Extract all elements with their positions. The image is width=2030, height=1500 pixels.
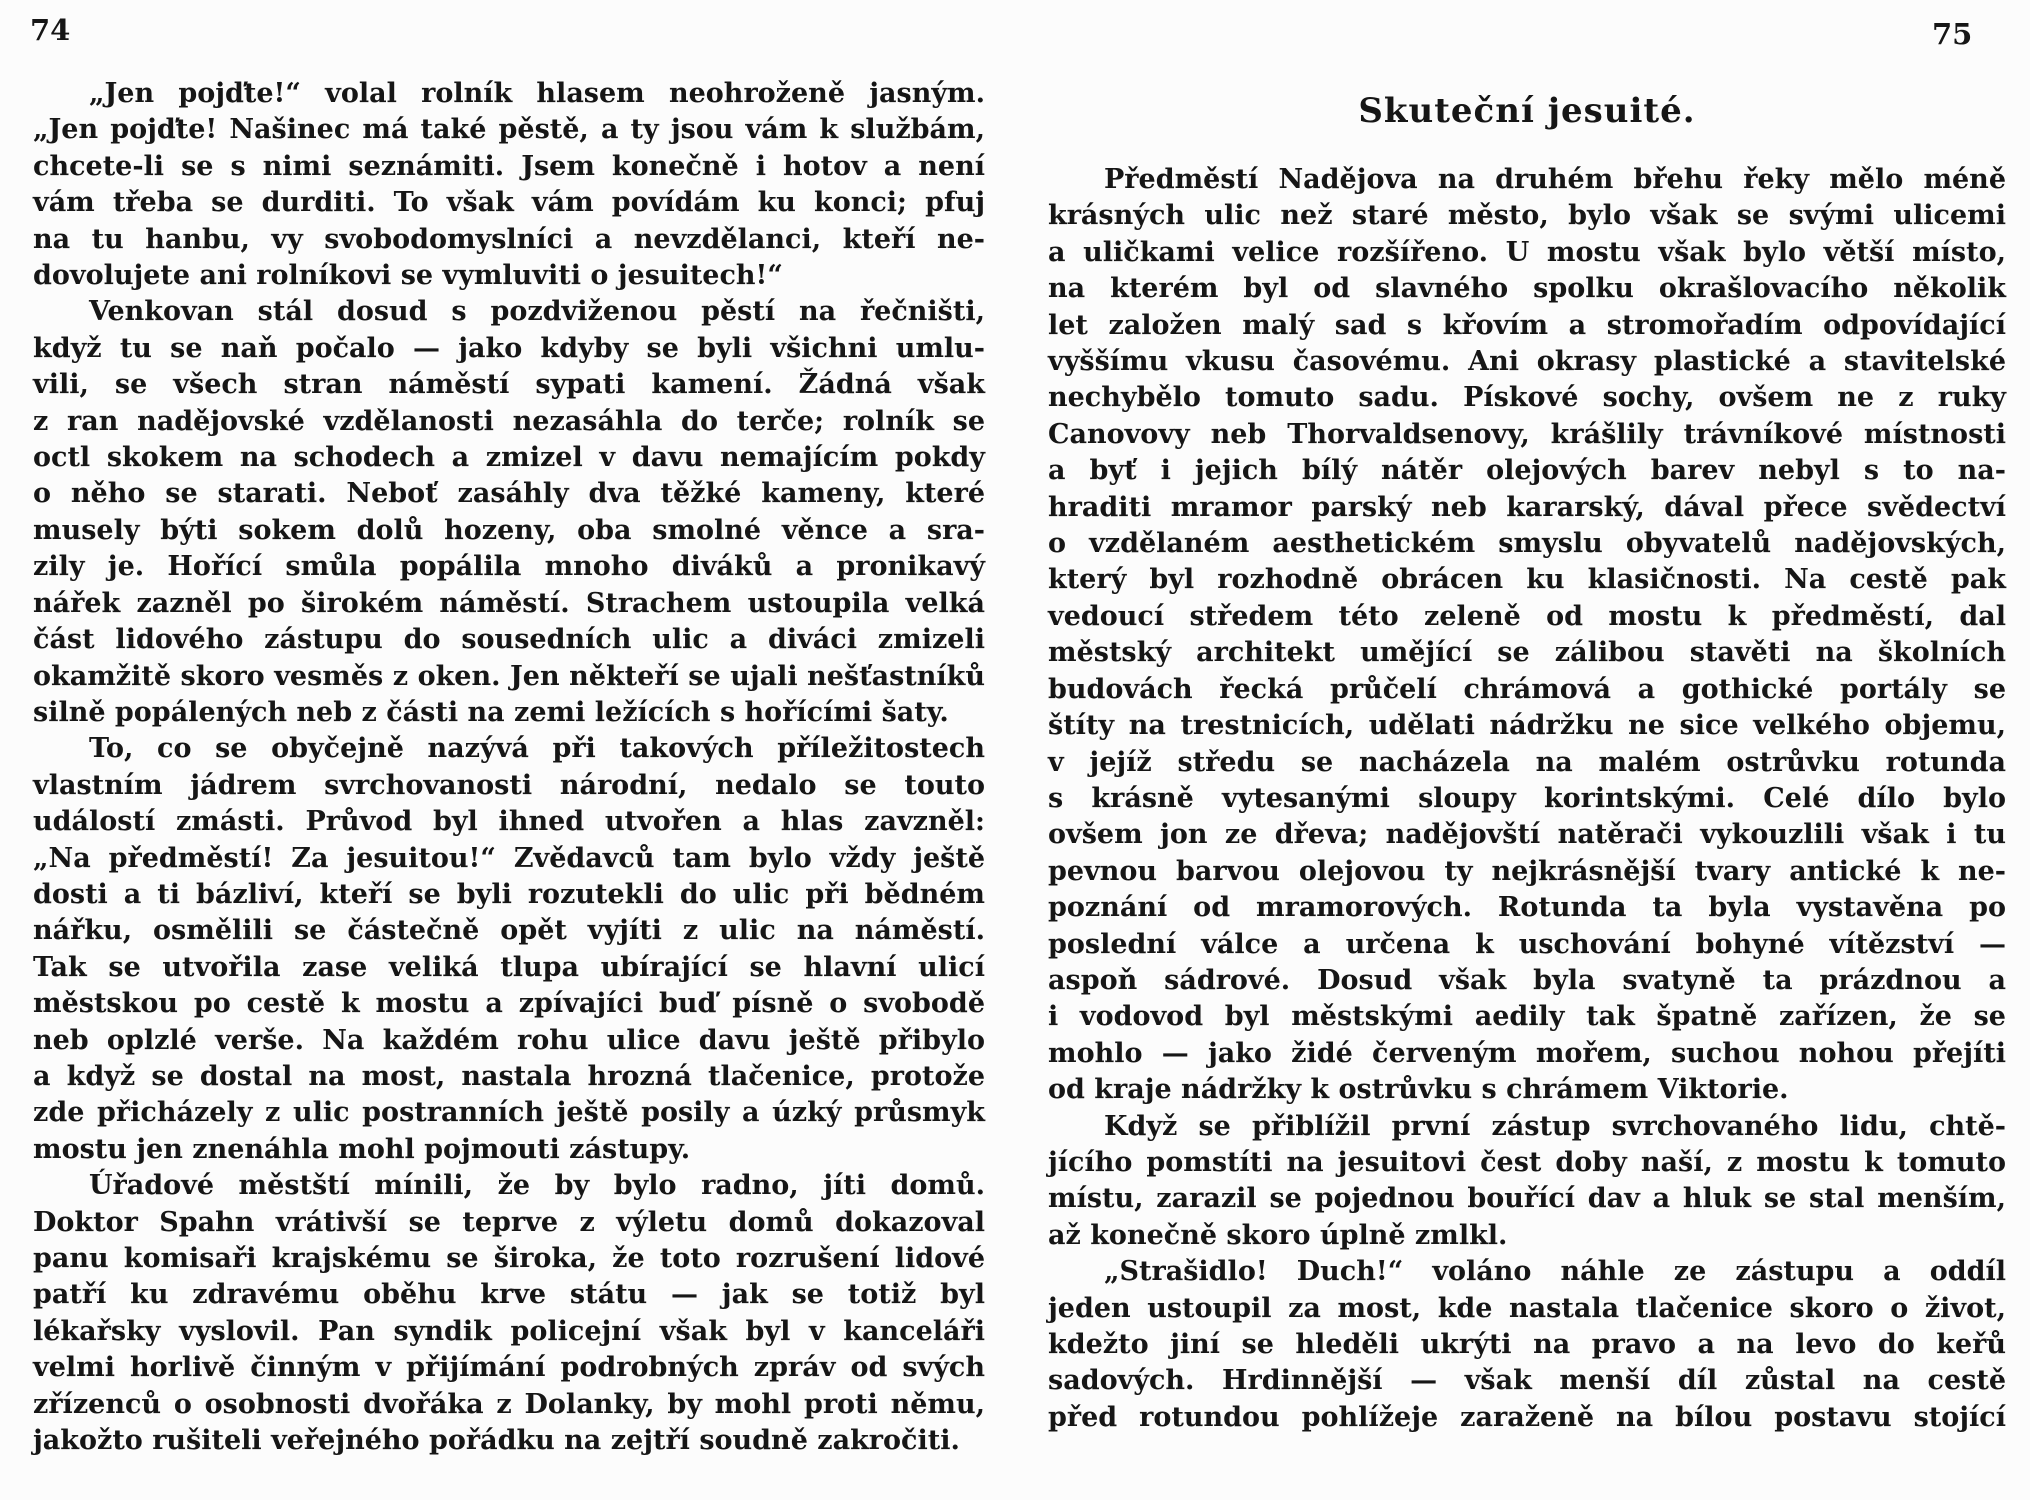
paragraph [33,731,985,1168]
text-line: lékařsky vyslovil. Pan syndik policejní však byl v kanceláři [33,1315,985,1347]
text-line: nářku, osmělili se částečně opět vyjíti z ulic na náměstí. [33,915,985,947]
page-75-text-column [1048,76,2006,1436]
text-line: a když se dostal na most, nastala hrozná tlačenice, protože [33,1060,985,1092]
text-line: jakožto rušiteli veřejného pořádku na zejtří soudně zakročiti. [33,1425,960,1457]
paragraph [1048,162,2006,1109]
paragraph [1048,1109,2006,1255]
text-line: zde přicházely z ulic postranních ještě posily a úzký průsmyk [33,1097,985,1129]
text-line: „Jen pojďte! Našinec má také pěstě, a ty jsou vám k službám, [33,114,985,146]
text-line: ovšem jon ze dřeva; nadějovští natěrači vykouzlili však i tu [1048,819,2006,851]
text-line: z ran nadějovské vzdělanosti nezasáhla do terče; rolník se [33,405,985,437]
text-line: let založen malý sad s křovím a stromořadím odpovídající [1048,309,2006,341]
text-line: nechybělo tomuto sadu. Pískové sochy, ovšem ne z ruky [1048,382,2006,414]
text-line: o vzdělaném aesthetickém smyslu obyvatelů nadějovských, [1048,528,2006,560]
text-line: který byl rozhodně obrácen ku klasičnosti. Na cestě pak [1048,564,2006,596]
text-line: chcete-li se s nimi seznámiti. Jsem konečně i hotov a není [33,150,985,182]
page-74-text-column [33,76,985,1459]
text-line: v jejíž středu se nacházela na malém ostrůvku rotunda [1048,746,2006,778]
text-line: jícího pomstíti na jesuitovi čest doby naší, z mostu k tomuto [1048,1146,2006,1178]
text-line: aspoň sádrové. Dosud však byla svatyně ta prázdnou a [1048,964,2006,996]
text-line: Když se přiblížil první zástup svrchovaného lidu, chtě- [1104,1110,2006,1142]
text-line: musely býti sokem dolů hozeny, oba smolné věnce a sra- [33,514,985,546]
text-line: a uličkami velice rozšířeno. U mostu však bylo větší místo, [1048,236,2006,268]
text-line: panu komisaři krajskému se široka, že toto rozrušení lidové [33,1243,985,1274]
text-line: pevnou barvou olejovou ty nejkrásnější tvary antické k ne- [1048,855,2006,887]
text-line: Tak se utvořila zase veliká tlupa ubírající se hlavní ulicí [33,951,985,983]
text-line: před rotundou pohlížeje zaraženě na bílou postavu stojící [1048,1401,2006,1433]
text-line: patří ku zdravému oběhu krve státu — jak se totiž byl [33,1279,985,1311]
text-line: budovách řecká průčelí chrámová a gothické portály se [1048,673,2006,705]
text-line: velmi horlivě činným v přijímání podrobných zpráv od svých [33,1352,985,1384]
text-line: Venkovan stál dosud s pozdviženou pěstí na řečništi, [89,296,985,328]
text-line: vedoucí středem této zeleně od mostu k předměstí, dal [1048,600,2006,632]
text-line: až konečně skoro úplně zmlkl. [1048,1219,1508,1251]
text-line: Doktor Spahn vrátivší se teprve z výletu domů dokazoval [33,1206,985,1238]
text-line: vili, se všech stran náměstí sypati kamení. Žádná však [33,369,985,401]
text-line: „Jen pojďte!“ volal rolník hlasem neohroženě jasným. [89,78,985,109]
paragraph [33,1168,985,1459]
text-line: jeden ustoupil za most, kde nastala tlačenice skoro o život, [1048,1292,2006,1324]
text-line: od kraje nádržky k ostrůvku s chrámem Viktorie. [1048,1074,1789,1106]
text-line: sadových. Hrdinnější — však menší díl zůstal na cestě [1048,1365,2006,1397]
text-line: místu, zarazil se pojednou bouřící dav a hluk se stal menším, [1048,1183,2006,1215]
paragraph [1048,1254,2006,1436]
text-line: o něho se starati. Neboť zasáhly dva těžké kameny, které [33,478,985,510]
chapter-heading: Skuteční jesuité. [1358,91,1696,131]
text-line: a byť i jejich bílý nátěr olejových barev nebyl s to na- [1048,455,2006,487]
text-line: dovolujete ani rolníkovi se vymluviti o jesuitech!“ [33,260,783,292]
text-line: octl skokem na schodech a zmizel v davu nemajícím pokdy [33,442,985,474]
text-line: kdežto jiní se hleděli ukrýti na pravo a na levo do keřů [1048,1329,2006,1360]
page-75-paragraphs [1048,162,2006,1436]
text-line: dosti a ti bázliví, kteří se byli rozutekli do ulic při bědném [33,878,985,910]
text-line: Canovovy neb Thorvaldsenovy, krášlily trávníkové místnosti [1048,418,2006,450]
page-number-right: 75 [1932,17,1973,51]
text-line: silně popálených neb z části na zemi ležících s hořícími šaty. [33,696,949,728]
text-line: poslední válce a určena k uschování bohyné vítězství — [1048,928,2006,960]
text-line: Úřadové městští mínili, že by bylo radno, jíti domů. [89,1170,985,1202]
text-line: zily je. Hořící smůla popálila mnoho diváků a pronikavý [33,551,985,583]
text-line: vyššímu vkusu časovému. Ani okrasy plastické a stavitelské [1048,346,2006,378]
text-line: vám třeba se durditi. To však vám povídám ku konci; pfuj [33,187,985,219]
text-line: mostu jen znenáhla mohl pojmouti zástupy. [33,1133,691,1165]
paragraph [33,294,985,731]
text-line: městský architekt umějící se zálibou stavěti na školních [1048,637,2006,669]
text-line: „Strašidlo! Duch!“ voláno náhle ze zástupu a oddíl [1104,1256,2006,1288]
text-line: na tu hanbu, vy svobodomyslníci a nevzdělanci, kteří ne- [33,223,985,255]
text-line: neb oplzlé verše. Na každém rohu ulice davu ještě přibylo [33,1024,985,1056]
text-line: okamžitě skoro vesměs z oken. Jen někteří se ujali nešťastníků [33,660,985,692]
text-line: i vodovod byl městskými aedily tak špatně zařízen, že se [1048,1001,2006,1033]
text-line: „Na předměstí! Za jesuitou!“ Zvědavců tam bylo vždy ještě [33,842,985,874]
text-line: nářek zazněl po širokém náměstí. Strachem ustoupila velká [33,587,985,619]
text-line: když tu se naň počalo — jako kdyby se byli všichni umlu- [33,332,985,364]
text-line: s krásně vytesanými sloupy korintskými. Celé dílo bylo [1048,782,2006,814]
text-line: událostí zmásti. Průvod byl ihned utvořen a hlas zavzněl: [33,806,985,838]
text-line: poznání od mramorových. Rotunda ta byla vystavěna po [1048,892,2006,924]
text-line: zřízenců o osobnosti dvořáka z Dolanky, by mohl proti němu, [33,1388,985,1420]
text-line: vlastním jádrem svrchovanosti národní, nedalo se touto [33,769,985,801]
text-line: mohlo — jako židé červeným mořem, suchou nohou přejíti [1048,1037,2006,1069]
text-line: To, co se obyčejně nazývá při takových příležitostech [89,733,985,765]
text-line: městskou po cestě k mostu a zpívajíci buď písně o svobodě [33,988,985,1020]
text-line: část lidového zástupu do sousedních ulic a diváci zmizeli [33,624,985,656]
text-line: štíty na trestnicích, udělati nádržku ne sice velkého objemu, [1048,710,2006,742]
text-line: krásných ulic než staré město, bylo však se svými ulicemi [1048,200,2006,232]
text-line: Předměstí Nadějova na druhém břehu řeky mělo méně [1104,164,2006,195]
page-number-left: 74 [30,13,71,47]
text-line: na kterém byl od slavného spolku okrašlovacího několik [1048,273,2006,305]
paragraph [33,76,985,294]
text-line: hraditi mramor parský neb kararský, dával přece svědectví [1048,491,2006,523]
